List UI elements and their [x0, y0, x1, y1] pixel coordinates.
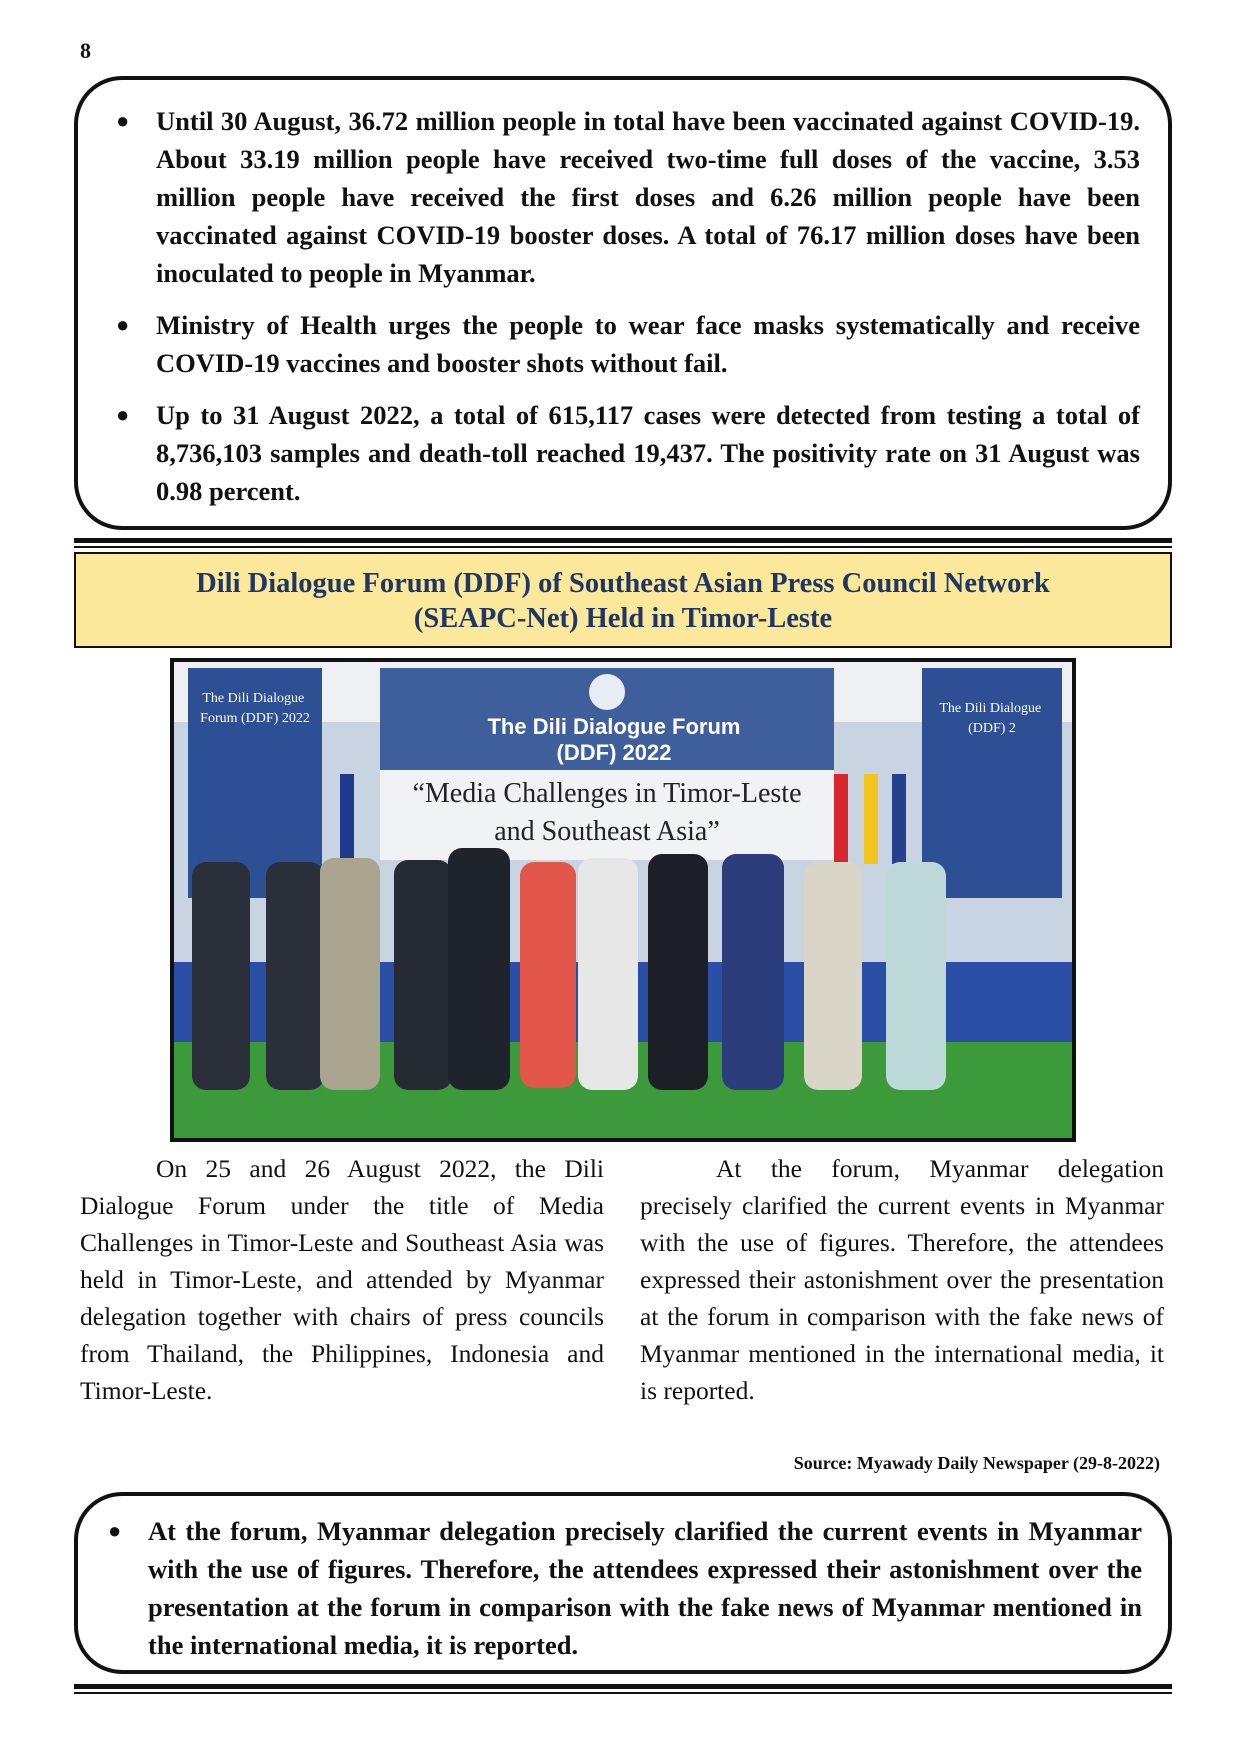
- bullet-text: At the forum, Myanmar delegation precisely clarified the current events in Myanmar with the use of figures. Therefore, the attendees expressed their astonishment over the presentation at the forum in comparison with the fake news of Myanmar mentioned in the international media, it is reported.: [148, 1516, 1142, 1660]
- bullet-forum-summary: [98, 1512, 1142, 1664]
- side-banner-right-text: The Dili Dialogue (DDF) 2: [939, 701, 1042, 736]
- page-number: 8: [80, 38, 91, 63]
- delegate-5: [448, 848, 510, 1090]
- bullet-icon: ●: [116, 108, 130, 133]
- flag-thailand: [892, 774, 906, 864]
- delegate-1: [192, 862, 250, 1090]
- photo-illustration: [174, 662, 1072, 1138]
- footer-divider: [74, 1684, 1172, 1694]
- headline-line-1: Dili Dialogue Forum (DDF) of Southeast Asian Press Council Network: [196, 568, 1050, 599]
- delegate-3: [320, 858, 380, 1090]
- article-paragraph-left: On 25 and 26 August 2022, the Dili Dialogue Forum under the title of Media Challenges in Timor-Leste and Southeast Asia was held in Timor-Leste, and attended by Myanmar delegation together with chairs of press councils from Thailand, the Philippines, Indonesia and Timor-Leste.: [80, 1154, 604, 1405]
- bullet-text: Up to 31 August 2022, a total of 615,117 cases were detected from testing a total of 8,736,103 samples and death-toll reached 19,437. The positivity rate on 31 August was 0.98 percent.: [156, 400, 1140, 506]
- bullet-text: Until 30 August, 36.72 million people in total have been vaccinated against COVID-19. About 33.19 million people have received two-time full doses of the vaccine, 3.53 million people have received the first doses and 6.26 million people have been vaccinated against COVID-19 booster doses. A total of 76.17 million doses have been inoculated to people in Myanmar.: [156, 106, 1140, 288]
- article-paragraph-right: At the forum, Myanmar delegation precisely clarified the current events in Myanmar with the use of figures. Therefore, the attendees expressed their astonishment over the presentation at the forum in comparison with the fake news of Myanmar mentioned in the international media, it is reported.: [640, 1154, 1164, 1405]
- delegate-8: [648, 854, 708, 1090]
- flag-indonesia: [834, 774, 848, 864]
- article-column-left: [80, 1150, 604, 1409]
- bullet-icon: ●: [108, 1518, 122, 1543]
- section-divider: [74, 538, 1172, 548]
- delegate-2: [266, 862, 324, 1090]
- article-headline: [74, 552, 1172, 648]
- summary-box: [74, 1492, 1172, 1674]
- banner-theme-line-2: and Southeast Asia”: [494, 816, 720, 847]
- flag-myanmar: [864, 774, 878, 864]
- delegate-10: [804, 862, 862, 1090]
- bullet-icon: ●: [116, 402, 130, 427]
- side-banner-left-text: The Dili Dialogue Forum (DDF) 2022: [200, 691, 310, 726]
- delegate-11: [886, 862, 946, 1090]
- headline-line-2: (SEAPC-Net) Held in Timor-Leste: [413, 603, 833, 634]
- banner-theme-line-1: “Media Challenges in Timor-Leste: [412, 778, 802, 809]
- delegates-group: [192, 848, 946, 1090]
- forum-group-photo: [170, 658, 1076, 1142]
- delegate-7: [578, 858, 638, 1090]
- delegate-4: [394, 860, 452, 1090]
- delegate-6: [520, 862, 576, 1088]
- banner-year: (DDF) 2022: [556, 740, 672, 765]
- forum-logo: [589, 674, 625, 710]
- covid-bullet-list: [106, 102, 1140, 510]
- covid-summary-box: [74, 76, 1172, 530]
- bullet-text: Ministry of Health urges the people to wear face masks systematically and receive COVID-19 vaccines and booster shots without fail.: [156, 310, 1140, 378]
- delegate-9: [722, 854, 784, 1090]
- source-citation: Source: Myawady Daily Newspaper (29-8-2022): [793, 1453, 1160, 1473]
- bullet-icon: ●: [116, 312, 130, 337]
- flag-australia: [340, 774, 354, 864]
- bullet-ministry-advice: [106, 306, 1140, 382]
- article-column-right: [640, 1150, 1164, 1409]
- bullet-vaccination: [106, 102, 1140, 292]
- banner-title: The Dili Dialogue Forum: [487, 714, 741, 739]
- summary-bullet-list: [98, 1512, 1142, 1664]
- bullet-case-statistics: [106, 396, 1140, 510]
